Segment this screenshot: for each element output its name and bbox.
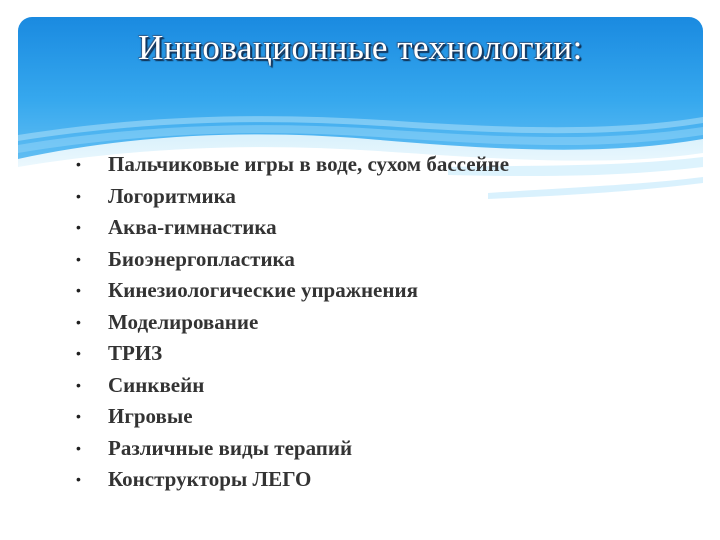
bullet-icon: • [76,250,81,267]
slide-title: Инновационные технологии: [138,28,583,67]
bullet-icon: • [76,345,81,361]
bullet-icon: • [76,439,81,456]
list-item-text: Моделирование [108,309,259,334]
bullet-icon: • [76,282,81,298]
bullet-icon: • [76,376,81,393]
list-item-text: Синквейн [108,372,205,397]
list-item-text: ТРИЗ [108,341,163,365]
list-item-text: Пальчиковые игры в воде, сухом бассейне [108,152,510,176]
list-item-text: Различные виды терапий [108,435,353,460]
list-item-text: Игровые [108,404,193,428]
list-item-text: Конструкторы ЛЕГО [108,467,312,491]
bullet-icon: • [76,313,81,330]
bullet-icon: • [76,471,81,487]
bullet-icon: • [76,187,81,204]
list-item-text: Кинезиологические упражнения [108,278,418,302]
bullet-icon: • [76,156,81,172]
bullet-icon: • [76,408,81,424]
list-item-text: Биоэнергопластика [108,246,295,271]
bullet-icon: • [76,219,81,235]
list-item-text: Логоритмика [108,183,236,208]
list-item-text: Аква-гимнастика [108,215,277,239]
